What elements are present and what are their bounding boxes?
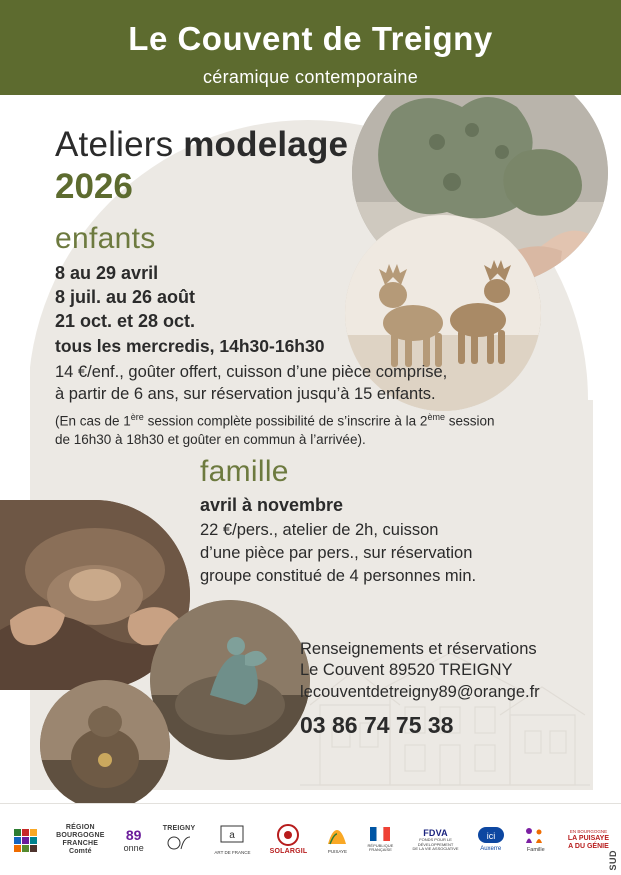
- note-sup-2: ème: [427, 412, 445, 423]
- section-enfants: [55, 222, 525, 450]
- ateliers-art-icon: [220, 825, 244, 847]
- logo-line: TREIGNY: [162, 824, 196, 832]
- famille-heading: famille: [200, 455, 289, 488]
- logo-line: Famille: [526, 847, 545, 854]
- famille-details-line-3: groupe constitué de 4 personnes min.: [200, 566, 477, 585]
- enfants-schedule-hours: 14h30-16h30: [219, 335, 325, 356]
- header-title: Le Couvent de Treigny: [128, 20, 493, 57]
- logo-line: FRANÇAISE: [368, 847, 392, 853]
- logo-line: LA PUISAYE: [567, 834, 609, 842]
- contact-email[interactable]: lecouventdetreigny89@orange.fr: [300, 683, 540, 702]
- logo-famille-yonne: [523, 826, 549, 853]
- treigny-mark-icon: [166, 833, 192, 853]
- logo-line: onne: [123, 842, 144, 853]
- solargil-icon: [277, 824, 299, 846]
- enfants-details-line-1: 14 €/enf., goûter offert, cuisson d’une pièce comprise,: [55, 362, 448, 381]
- logo-line: FRANCHE: [62, 840, 99, 847]
- enfants-date-3: 21 oct. et 28 oct.: [55, 310, 196, 331]
- enfants-note-line-2: de 16h30 à 18h30 et goûter en commun à l’arrivée).: [55, 432, 366, 448]
- header-subtitle: céramique contemporaine: [202, 67, 419, 87]
- logo-puisaye-forterre: [326, 826, 348, 854]
- enfants-schedule: [55, 336, 525, 357]
- logo-republique-francaise: [368, 827, 394, 853]
- logo-cmyk-swatches: [14, 829, 37, 852]
- svg-text:ici: ici: [486, 831, 495, 842]
- photo-blue-sculpture: [150, 600, 310, 760]
- logo-line: Comté: [68, 848, 92, 856]
- svg-text:a: a: [229, 829, 236, 841]
- logo-ici-auxerre: [478, 827, 504, 853]
- logo-line: FDVA: [423, 827, 448, 838]
- enfants-details-line-2: à partir de 6 ans, sur réservation jusqu’à 15 enfants.: [55, 385, 436, 404]
- logo-en-bourgogne-la-puisaye-a-du-genie: [568, 829, 609, 850]
- contact-heading: Renseignements et réservations: [300, 640, 537, 658]
- logo-line: DE LA VIE ASSOCIATIVE: [412, 846, 459, 852]
- logo-line: 89: [125, 826, 142, 843]
- enfants-schedule-prefix: tous les mercredis,: [55, 335, 220, 356]
- logo-fdva: [412, 828, 458, 852]
- photo-ceramic-pot: [40, 680, 170, 810]
- note-part-a: (En cas de 1: [55, 413, 131, 429]
- logo-line: EN BOURGOGNE: [569, 829, 608, 835]
- poster-header: [0, 0, 621, 95]
- famille-details-line-1: 22 €/pers., atelier de 2h, cuisson: [200, 521, 439, 539]
- logo-line: BOURGOGNE: [56, 831, 105, 839]
- logo-line: DÉVELOPPEMENT: [417, 841, 454, 847]
- title-ateliers-word: Ateliers: [55, 125, 184, 164]
- logo-ateliers-art-de-france: [214, 825, 250, 855]
- enfants-date-1: 8 au 29 avril: [55, 263, 159, 283]
- enfants-note-line-1: [55, 411, 525, 431]
- logo-line: SOLARGIL: [269, 848, 308, 856]
- enfants-details: [55, 361, 525, 406]
- logo-line: ART DE FRANCE: [214, 849, 251, 855]
- ici-radio-icon: [478, 827, 504, 843]
- famille-details: [200, 519, 560, 587]
- famille-details-line-2: d’une pièce par pers., sur réservation: [200, 543, 473, 562]
- enfants-heading: enfants: [55, 222, 156, 255]
- logo-line: RÉGION: [65, 823, 95, 831]
- title-year: 2026: [55, 167, 133, 206]
- title-modelage-word: modelage: [183, 125, 349, 164]
- logo-line: FONDS POUR LE: [419, 837, 452, 843]
- enfants-date-2: 8 juil. au 26 août: [55, 286, 196, 307]
- footer-side-label: SUD: [608, 850, 618, 871]
- main-title: [55, 125, 348, 207]
- logo-solargil: [270, 824, 308, 857]
- french-flag-icon: [370, 827, 390, 841]
- logo-yonne-89: [124, 827, 144, 853]
- logo-line: PUISAYE: [327, 848, 348, 854]
- family-figures-icon: [523, 826, 549, 844]
- contact-address: Le Couvent 89520 TREIGNY: [300, 661, 513, 679]
- section-contact: [300, 640, 600, 739]
- enfants-dates: [55, 262, 525, 334]
- contact-phone[interactable]: 03 86 74 75 38: [300, 711, 454, 738]
- logo-line: RÉPUBLIQUE: [367, 842, 394, 848]
- logo-region-bourgogne-franche-comte: [56, 824, 104, 856]
- logo-line: Auxerre: [480, 846, 502, 852]
- background-left-strip: [0, 120, 30, 800]
- note-sup-1: ère: [130, 412, 144, 423]
- section-famille: [200, 455, 560, 587]
- note-part-c: session: [444, 413, 495, 429]
- logo-line: A DU GÉNIE: [568, 842, 609, 850]
- puisaye-forterre-icon: [326, 826, 348, 846]
- footer-logos: [0, 803, 621, 875]
- note-part-b: session complète possibilité de s’inscrire à la 2: [143, 413, 428, 429]
- logo-treigny: [163, 825, 196, 856]
- famille-dates: avril à novembre: [200, 495, 344, 515]
- swatch-grid: [14, 829, 37, 852]
- title-line-1: [55, 125, 348, 165]
- enfants-note: [55, 411, 525, 450]
